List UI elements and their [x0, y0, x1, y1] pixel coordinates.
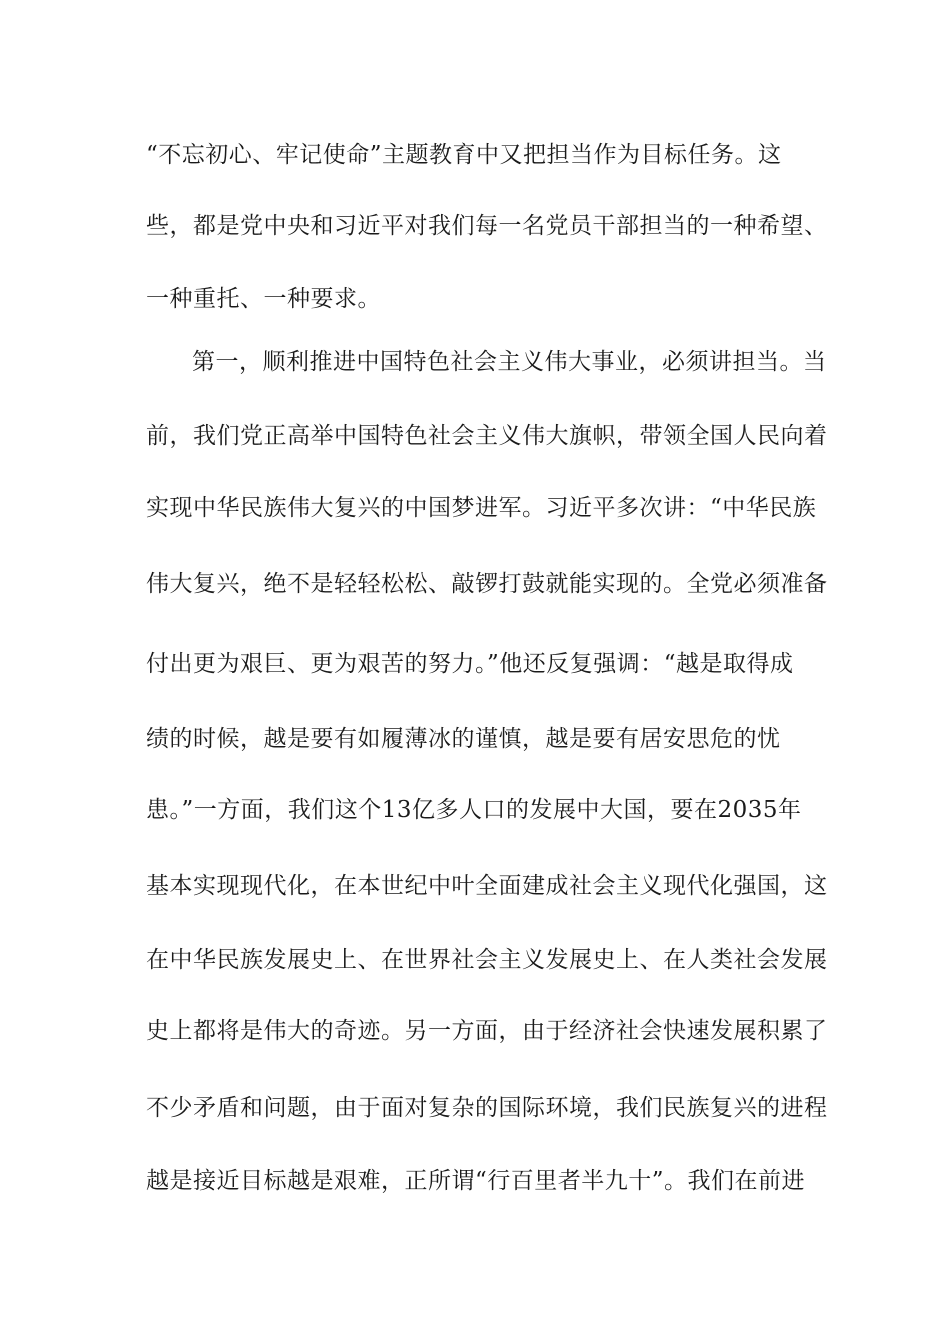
text-line: 实现中华民族伟大复兴的中国梦进军。习近平多次讲：“中华民族: [146, 495, 817, 521]
text-line: 一种重托、一种要求。: [146, 286, 381, 312]
text-line: 患。”一方面，我们这个13亿多人口的发展中大国，要在2035年: [146, 797, 802, 823]
text-line: 史上都将是伟大的奇迹。另一方面，由于经济社会快速发展积累了: [146, 1018, 828, 1044]
text-line: 前，我们党正高举中国特色社会主义伟大旗帜，带领全国人民向着: [146, 423, 828, 449]
text-line: 绩的时候，越是要有如履薄冰的谨慎，越是要有居安思危的忧: [146, 726, 781, 752]
text-line: 付出更为艰巨、更为艰苦的努力。”他还反复强调：“越是取得成: [146, 651, 794, 677]
text-line: 不少矛盾和问题，由于面对复杂的国际环境，我们民族复兴的进程: [146, 1095, 828, 1121]
text-line: 在中华民族发展史上、在世界社会主义发展史上、在人类社会发展: [146, 947, 828, 973]
text-line: 越是接近目标越是艰难，正所谓“行百里者半九十”。我们在前进: [146, 1168, 806, 1194]
text-line: 基本实现现代化，在本世纪中叶全面建成社会主义现代化强国，这: [146, 873, 828, 899]
text-line: 些，都是党中央和习近平对我们每一名党员干部担当的一种希望、: [146, 213, 828, 239]
text-line: 第一，顺利推进中国特色社会主义伟大事业，必须讲担当。当: [192, 349, 827, 375]
text-line: 伟大复兴，绝不是轻轻松松、敲锣打鼓就能实现的。全党必须准备: [146, 571, 828, 597]
text-line: “不忘初心、牢记使命”主题教育中又把担当作为目标任务。这: [146, 142, 782, 168]
